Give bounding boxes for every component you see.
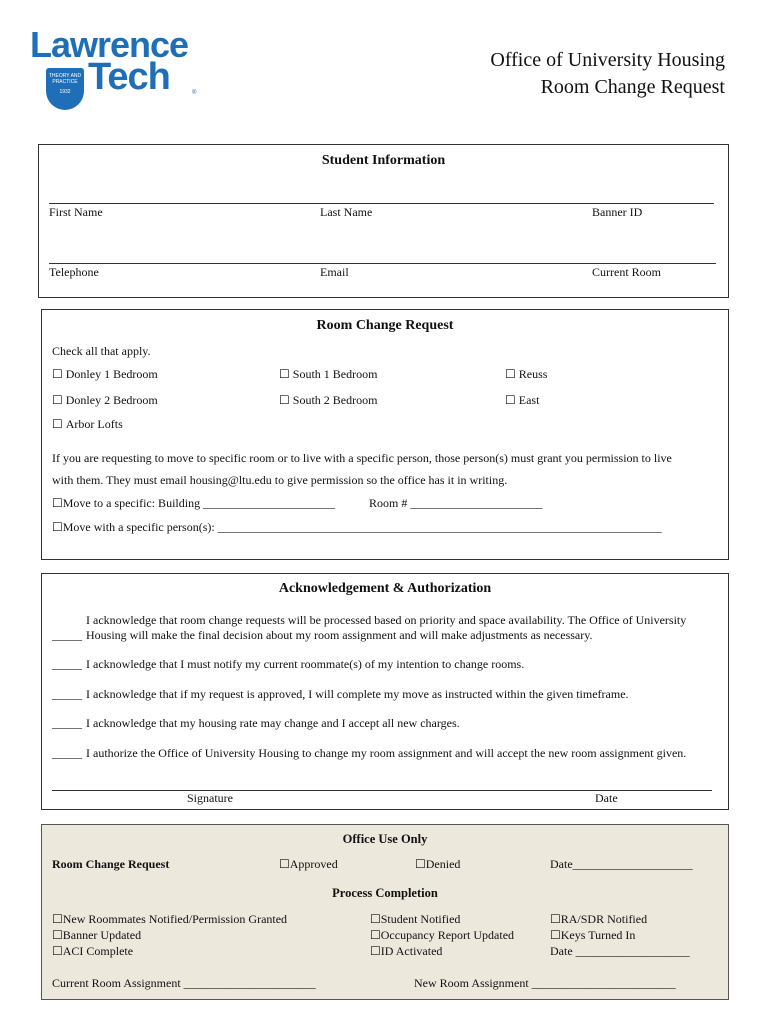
option-south-2-bedroom[interactable]: ☐ South 2 Bedroom bbox=[279, 393, 378, 407]
aci-complete-checkbox[interactable]: ☐ACI Complete bbox=[52, 944, 134, 958]
acknowledgement-section bbox=[41, 573, 729, 810]
student-notified-checkbox[interactable]: ☐Student Notified bbox=[370, 912, 461, 926]
permission-note-line-1: If you are requesting to move to specific room or to live with a specific person, those person(s) must grant you permission to live bbox=[52, 451, 672, 465]
logo-word-tech: Tech bbox=[88, 56, 170, 98]
id-activated-checkbox[interactable]: ☐ID Activated bbox=[370, 944, 443, 958]
ack-item-4: I acknowledge that my housing rate may change and I accept all new charges. bbox=[86, 716, 460, 730]
checkbox-icon[interactable]: ☐ bbox=[505, 367, 516, 381]
student-info-line-2[interactable] bbox=[49, 263, 716, 264]
current-room-assignment-field[interactable]: Current Room Assignment ______________________ bbox=[52, 976, 316, 990]
office-title: Office of University Housing bbox=[490, 49, 725, 71]
option-south-1-bedroom[interactable]: ☐ South 1 Bedroom bbox=[279, 367, 378, 381]
new-roommates-notified-checkbox[interactable]: ☐New Roommates Notified/Permission Granted bbox=[52, 912, 288, 926]
current-room-label: Current Room bbox=[592, 265, 661, 279]
shield-icon bbox=[46, 68, 84, 110]
last-name-label: Last Name bbox=[320, 205, 373, 219]
room-change-section bbox=[41, 309, 729, 560]
banner-updated-checkbox[interactable]: ☐Banner Updated bbox=[52, 928, 142, 942]
date-label: Date bbox=[595, 791, 618, 805]
new-room-assignment-field[interactable]: New Room Assignment ________________________ bbox=[414, 976, 676, 990]
option-donley-2-bedroom[interactable]: ☐ Donley 2 Bedroom bbox=[52, 393, 158, 407]
checkbox-icon[interactable]: ☐ bbox=[52, 417, 63, 431]
ack-item-4-blank[interactable]: _____ bbox=[52, 716, 82, 730]
office-request-label: Room Change Request bbox=[52, 857, 170, 871]
permission-note-line-2: with them. They must email housing@ltu.edu to give permission so the office has it in writing. bbox=[52, 473, 508, 487]
keys-turned-in-checkbox[interactable]: ☐Keys Turned In bbox=[550, 928, 636, 942]
signature-label: Signature bbox=[187, 791, 233, 805]
option-arbor-lofts[interactable]: ☐ Arbor Lofts bbox=[52, 417, 123, 431]
ack-item-3-blank[interactable]: _____ bbox=[52, 687, 82, 701]
lawrence-tech-logo bbox=[30, 24, 200, 118]
banner-id-label: Banner ID bbox=[592, 205, 643, 219]
option-donley-1-bedroom[interactable]: ☐ Donley 1 Bedroom bbox=[52, 367, 158, 381]
denied-checkbox[interactable]: ☐Denied bbox=[415, 857, 461, 871]
ack-item-1-blank[interactable]: _____ bbox=[52, 628, 82, 642]
checkbox-icon[interactable]: ☐ bbox=[279, 367, 290, 381]
process-date-field[interactable]: Date ___________________ bbox=[550, 944, 690, 958]
office-use-heading: Office Use Only bbox=[342, 832, 428, 846]
checkbox-icon[interactable]: ☐ bbox=[52, 367, 63, 381]
approved-checkbox[interactable]: ☐Approved bbox=[279, 857, 338, 871]
ack-item-2-blank[interactable]: _____ bbox=[52, 657, 82, 671]
first-name-label: First Name bbox=[49, 205, 103, 219]
ra-sdr-notified-checkbox[interactable]: ☐RA/SDR Notified bbox=[550, 912, 648, 926]
ack-item-2: I acknowledge that I must notify my current roommate(s) of my intention to change rooms. bbox=[86, 657, 525, 671]
room-number-field[interactable]: Room # ______________________ bbox=[369, 496, 543, 510]
ack-item-1-line-1: I acknowledge that room change requests will be processed based on priority and space availability. The Office of University bbox=[86, 613, 687, 627]
occupancy-report-updated-checkbox[interactable]: ☐Occupancy Report Updated bbox=[370, 928, 515, 942]
move-building-field[interactable]: ☐Move to a specific: Building ______________________ bbox=[52, 496, 336, 510]
student-info-heading: Student Information bbox=[321, 153, 446, 168]
form-title: Room Change Request bbox=[540, 76, 725, 98]
ack-item-5-blank[interactable]: _____ bbox=[52, 746, 82, 760]
email-label: Email bbox=[320, 265, 349, 279]
option-east[interactable]: ☐ East bbox=[505, 393, 540, 407]
registered-mark: ® bbox=[192, 90, 197, 96]
shield-year: 1932 bbox=[59, 89, 71, 95]
option-reuss[interactable]: ☐ Reuss bbox=[505, 367, 548, 381]
room-change-heading: Room Change Request bbox=[316, 318, 454, 333]
checkbox-icon[interactable]: ☐ bbox=[279, 393, 290, 407]
process-completion-heading: Process Completion bbox=[332, 886, 438, 900]
ack-item-5: I authorize the Office of University Housing to change my room assignment and will accept the new room assignment given. bbox=[86, 746, 687, 760]
ack-item-1-line-2: Housing will make the final decision about my room assignment and will make adjustments as necessary. bbox=[86, 628, 593, 642]
checkbox-icon[interactable]: ☐ bbox=[52, 393, 63, 407]
checkbox-icon[interactable]: ☐ bbox=[505, 393, 516, 407]
move-person-field[interactable]: ☐Move with a specific person(s): __________________________________________________________________________ bbox=[52, 520, 662, 534]
ack-item-3: I acknowledge that if my request is approved, I will complete my move as instructed within the given timeframe. bbox=[86, 687, 629, 701]
acknowledgement-heading: Acknowledgement & Authorization bbox=[278, 581, 492, 596]
shield-motto: THEORY AND PRACTICE bbox=[48, 73, 82, 85]
check-instruction: Check all that apply. bbox=[52, 344, 151, 358]
office-date-field[interactable]: Date____________________ bbox=[550, 857, 693, 871]
office-use-section bbox=[41, 824, 729, 1000]
logo-word-lawrence: Lawrence bbox=[30, 24, 189, 65]
telephone-label: Telephone bbox=[49, 265, 99, 279]
student-info-section bbox=[38, 144, 729, 298]
student-info-line-1[interactable] bbox=[49, 203, 714, 204]
